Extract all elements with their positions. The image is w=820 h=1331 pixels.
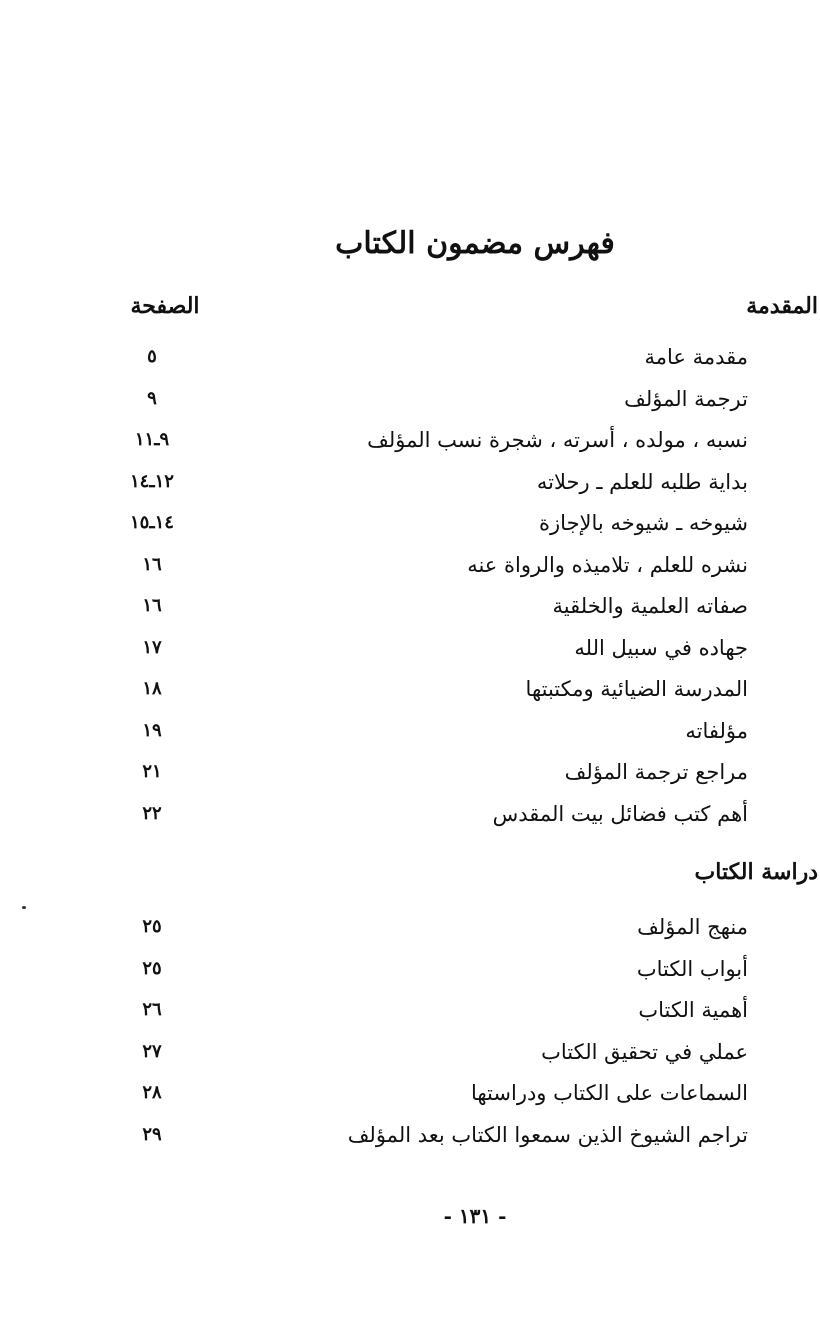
toc-entry-page: ١٧ bbox=[142, 636, 162, 658]
toc-entry-page: ٢٨ bbox=[142, 1082, 162, 1103]
toc-entry-title: ترجمة المؤلف bbox=[624, 386, 748, 411]
toc-entry-title: منهج المؤلف bbox=[637, 915, 748, 939]
study-section-header bbox=[0, 856, 820, 890]
toc-entry-title: السماعات على الكتاب ودراستها bbox=[470, 1081, 748, 1105]
toc-entry-title: نشره للعلم ، تلاميذه والرواة عنه bbox=[467, 552, 748, 577]
toc-entry-page: ١٢ـ١٤ bbox=[130, 470, 174, 492]
toc-entry-title: تراجم الشيوخ الذين سمعوا الكتاب بعد المؤلف bbox=[347, 1122, 748, 1147]
toc-entry bbox=[0, 797, 820, 831]
toc-entry-title: عملي في تحقيق الكتاب bbox=[541, 1039, 748, 1064]
toc-entry-title: جهاده في سبيل الله bbox=[574, 635, 748, 660]
toc-entry-page: ٥ bbox=[147, 346, 157, 367]
toc-entry-title: المدرسة الضيائية ومكتبتها bbox=[525, 677, 748, 701]
toc-entry bbox=[0, 1035, 820, 1069]
toc-entry-title: أهم كتب فضائل بيت المقدس bbox=[492, 801, 748, 826]
toc-entry bbox=[0, 993, 820, 1027]
toc-entry-page: ١٩ bbox=[142, 719, 162, 741]
toc-entry-title: نسبه ، مولده ، أسرته ، شجرة نسب المؤلف bbox=[367, 428, 748, 452]
toc-entry-title: مقدمة عامة bbox=[644, 345, 748, 369]
toc-entry-page: ٢٦ bbox=[142, 999, 162, 1020]
toc-entry-page: ٢٥ bbox=[142, 916, 162, 937]
toc-entry-title: أبواب الكتاب bbox=[636, 956, 748, 981]
toc-entry-title: مراجع ترجمة المؤلف bbox=[564, 760, 748, 784]
toc-entry bbox=[0, 714, 820, 748]
scan-speck bbox=[22, 906, 26, 909]
toc-entry bbox=[0, 672, 820, 706]
toc-entry bbox=[0, 548, 820, 582]
toc-entry bbox=[0, 589, 820, 623]
table-header bbox=[0, 290, 820, 324]
toc-entry bbox=[0, 631, 820, 665]
toc-entry-title: بداية طلبه للعلم ـ رحلاته bbox=[536, 469, 748, 494]
toc-entry bbox=[0, 952, 820, 986]
toc-entry-page: ٢٢ bbox=[142, 802, 162, 824]
page-title: فهرس مضمون الكتاب bbox=[335, 226, 615, 261]
page-column-heading: الصفحة bbox=[130, 293, 200, 319]
toc-entry bbox=[0, 506, 820, 540]
toc-entry-title: أهمية الكتاب bbox=[638, 998, 748, 1022]
toc-entry-page: ٢٧ bbox=[142, 1040, 162, 1062]
toc-entry-page: ٢٩ bbox=[142, 1123, 162, 1145]
toc-entry bbox=[0, 1076, 820, 1110]
toc-entry-page: ٢١ bbox=[142, 761, 162, 782]
toc-entry-page: ٩ bbox=[147, 387, 157, 409]
toc-entry-page: ١٤ـ١٥ bbox=[130, 512, 174, 533]
toc-entry bbox=[0, 382, 820, 416]
toc-entry bbox=[0, 1118, 820, 1152]
toc-entry bbox=[0, 465, 820, 499]
toc-entry bbox=[0, 340, 820, 374]
toc-entry-title: صفاته العلمية والخلقية bbox=[552, 594, 748, 618]
toc-entry-page: ٩ـ١١ bbox=[134, 429, 170, 450]
toc-entry-title: شيوخه ـ شيوخه بالإجازة bbox=[539, 511, 748, 535]
toc-entry-page: ٢٥ bbox=[142, 957, 162, 979]
toc-entry-page: ١٨ bbox=[142, 678, 162, 699]
toc-entry bbox=[0, 910, 820, 944]
toc-entry bbox=[0, 755, 820, 789]
section-heading-introduction: المقدمة bbox=[746, 293, 818, 319]
page-number: - ١٣١ - bbox=[443, 1204, 507, 1228]
toc-entry bbox=[0, 423, 820, 457]
toc-entry-page: ١٦ bbox=[142, 553, 162, 575]
toc-entry-title: مؤلفاته bbox=[685, 718, 748, 743]
section-heading-study: دراسة الكتاب bbox=[694, 859, 818, 885]
toc-entry-page: ١٦ bbox=[142, 595, 162, 616]
